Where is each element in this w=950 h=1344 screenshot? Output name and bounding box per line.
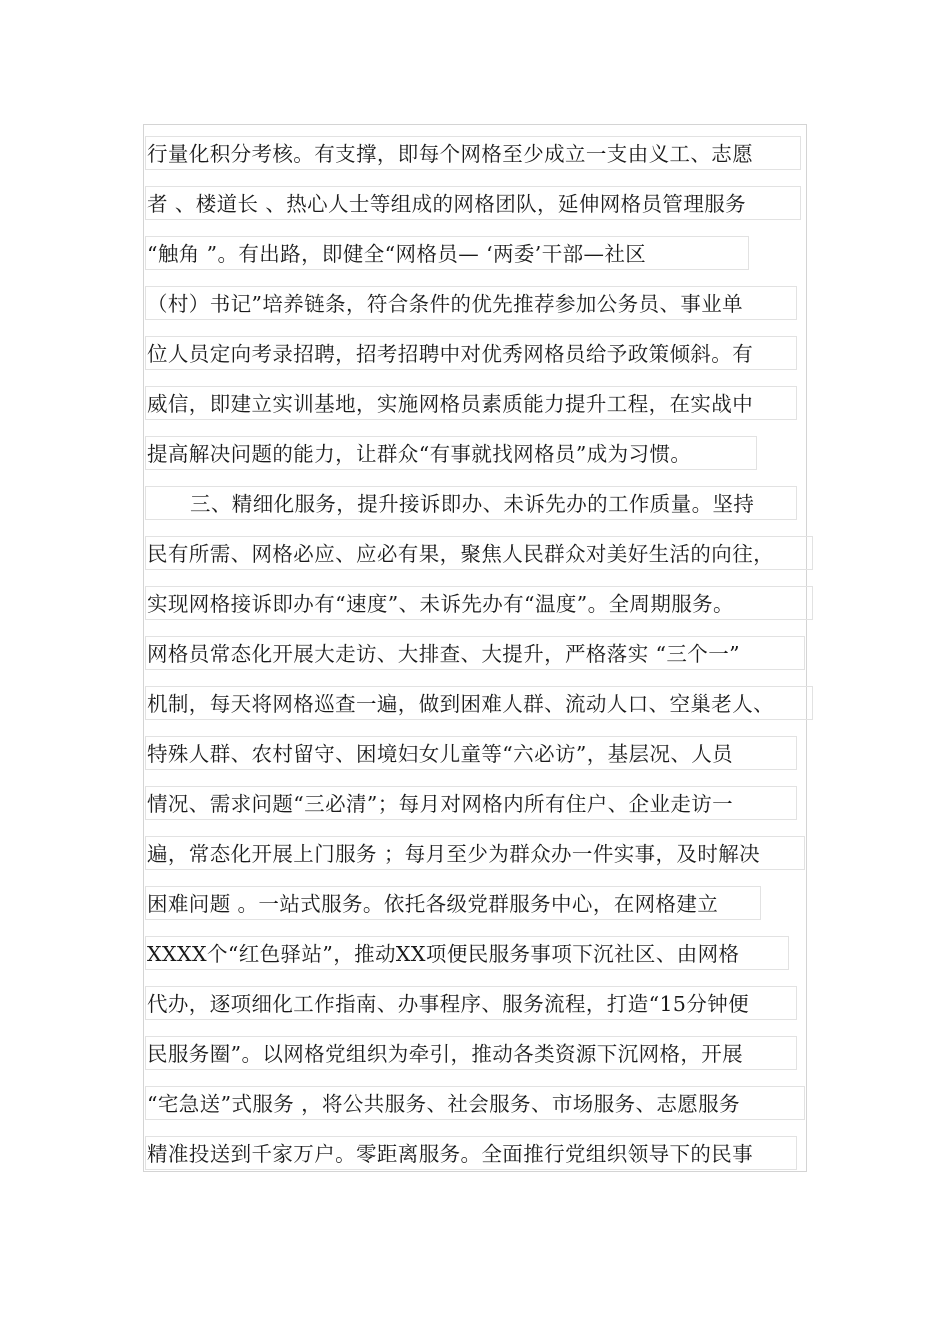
text-line: 三、精细化服务，提升接诉即办、未诉先办的工作质量。坚持 xyxy=(145,486,797,520)
text-line: 者 、楼道长 、热心人士等组成的网格团队，延伸网格员管理服务 xyxy=(145,186,801,220)
text-line: 代办，逐项细化工作指南、办事程序、服务流程，打造“15分钟便 xyxy=(145,986,797,1020)
text-line: “触角 ”。有出路，即健全“网格员— ‘两委’干部—社区 xyxy=(145,236,749,270)
text-line: 民服务圈”。以网格党组织为牵引，推动各类资源下沉网格，开展 xyxy=(145,1036,797,1070)
text-line: 行量化积分考核。有支撑，即每个网格至少成立一支由义工、志愿 xyxy=(145,136,801,170)
text-line: 机制，每天将网格巡查一遍，做到困难人群、流动人口、空巢老人、 xyxy=(145,686,813,720)
text-line: XXXX个“红色驿站”，推动XX项便民服务事项下沉社区、由网格 xyxy=(145,936,789,970)
text-line: 精准投送到千家万户。零距离服务。全面推行党组织领导下的民事 xyxy=(145,1136,797,1170)
text-line: 特殊人群、农村留守、困境妇女儿童等“六必访”，基层况、人员 xyxy=(145,736,797,770)
text-line: （村）书记”培养链条，符合条件的优先推荐参加公务员、事业单 xyxy=(145,286,797,320)
text-line: 提高解决问题的能力，让群众“有事就找网格员”成为习惯。 xyxy=(145,436,757,470)
text-line: 威信，即建立实训基地，实施网格员素质能力提升工程，在实战中 xyxy=(145,386,797,420)
text-line: 网格员常态化开展大走访、大排查、大提升，严格落实 “三个一” xyxy=(145,636,805,670)
text-line: 位人员定向考录招聘，招考招聘中对优秀网格员给予政策倾斜。有 xyxy=(145,336,797,370)
text-line: 情况、需求问题“三必清”；每月对网格内所有住户、企业走访一 xyxy=(145,786,797,820)
text-line: 遍，常态化开展上门服务 ；每月至少为群众办一件实事，及时解决 xyxy=(145,836,805,870)
text-line: 实现网格接诉即办有“速度”、未诉先办有“温度”。全周期服务。 xyxy=(145,586,813,620)
text-line: 民有所需、网格必应、应必有果，聚焦人民群众对美好生活的向往， xyxy=(145,536,813,570)
text-line: 困难问题 。一站式服务。依托各级党群服务中心，在网格建立 xyxy=(145,886,761,920)
text-line: “宅急送”式服务 ，将公共服务、社会服务、市场服务、志愿服务 xyxy=(145,1086,805,1120)
